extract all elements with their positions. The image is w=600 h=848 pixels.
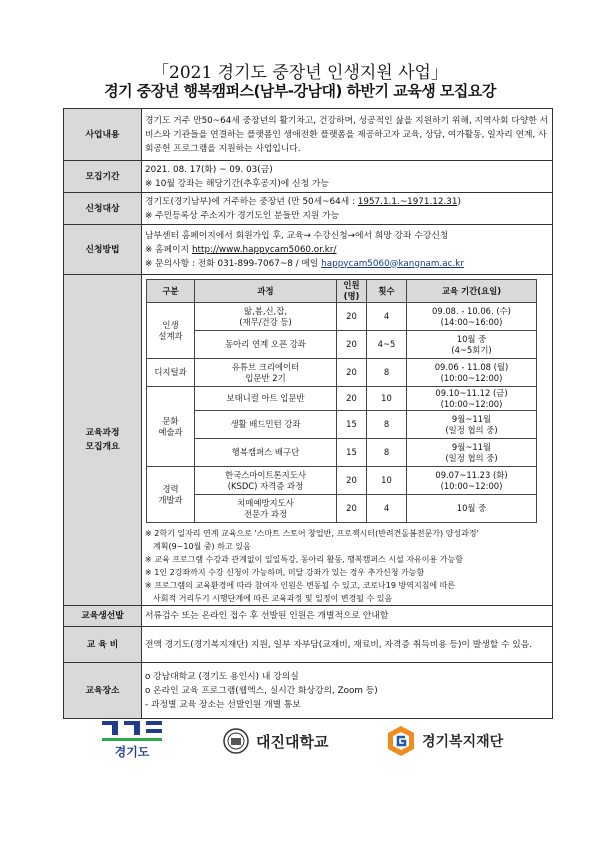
- row-venue: [64, 663, 553, 719]
- welfare-logo: [386, 725, 503, 757]
- row-business: [64, 109, 553, 161]
- course-sessions: 8: [367, 359, 407, 387]
- course-capacity: 20: [337, 359, 367, 387]
- course-period: 09.08. - 10.06. (수) (14:00~16:00): [407, 303, 537, 331]
- label-cost: 교 육 비: [64, 627, 142, 663]
- venue-line-2: o 온라인 교육 프로그램(웹엑스, 실시간 화상강의, Zoom 등): [145, 685, 378, 696]
- business-text: 경기도 거주 만50~64세 중장년의 활기차고, 건강하며, 성공적인 삶을 지원하기 위해, 지역사회 다양한 서비스와 기관들을 연결하는 플랫폼인 생애전환 플랫폼을 제공하고자 교육, 상담, 여가활동, 일자리 연계, 사회공헌 프로그램을 지원하는 사업입니다.: [142, 109, 553, 161]
- gyeonggi-logo: [100, 719, 164, 760]
- daejin-seal-icon: [222, 727, 250, 755]
- course-capacity: 20: [337, 387, 367, 411]
- label-method: 신청방법: [64, 225, 142, 275]
- period-cell: [142, 161, 553, 193]
- course-sessions: 4~5: [367, 331, 407, 359]
- course-capacity: 20: [337, 303, 367, 331]
- title-line-2: 경기 중장년 행복캠퍼스(남부-강남대) 하반기 교육생 모집요강: [104, 82, 496, 100]
- course-row: [147, 495, 537, 523]
- course-row: [147, 359, 537, 387]
- header-category: 구분: [147, 280, 195, 303]
- label-courses: 교육과정 모집개요: [64, 275, 142, 606]
- note-line: 사회적 거리두기 시행단계에 따른 교육과정 및 일정이 변경될 수 있음: [153, 594, 393, 603]
- course-header-row: [147, 280, 537, 303]
- course-row: [147, 387, 537, 411]
- course-period: 09.06 - 11.08 (월) (10:00~12:00): [407, 359, 537, 387]
- course-category: 디지털과: [147, 359, 195, 387]
- method-line-2: ※ 홈페이지 http://www.happycam5060.or.kr/: [145, 244, 337, 255]
- courses-cell: [142, 275, 553, 606]
- note-line: ※ 2학기 일자리 연계 교육으로 '스마트 스토어 창업반, 프로젝시터(반려견돌봄전문가) 양성과정': [145, 529, 479, 538]
- course-category: 경력 개발과: [147, 467, 195, 523]
- course-course: 생활 배드민턴 강좌: [195, 411, 337, 439]
- title-line-1: 「2021 경기도 중장년 인생지원 사업」: [152, 63, 448, 83]
- course-capacity: 15: [337, 439, 367, 467]
- welfare-logo-text: 경기복지재단: [422, 734, 504, 750]
- header-course: 과정: [195, 280, 337, 303]
- course-course: 앎,봄,신,잡, (재무/건강 등): [195, 303, 337, 331]
- course-notes: [142, 527, 552, 605]
- course-capacity: 20: [337, 331, 367, 359]
- daejin-logo: [222, 727, 328, 755]
- course-sessions: 10: [367, 387, 407, 411]
- welfare-hex-icon: [386, 725, 416, 757]
- course-course: 치매예방지도사 전문가 과정: [195, 495, 337, 523]
- gyeonggi-emblem-icon: [100, 719, 164, 743]
- venue-line-3: - 과정별 교육 장소는 선발인원 개별 통보: [145, 699, 301, 710]
- course-row: [147, 303, 537, 331]
- daejin-logo-text: 대진대학교: [256, 732, 329, 751]
- header-sessions: 횟수: [367, 280, 407, 303]
- course-capacity: 20: [337, 467, 367, 495]
- label-business: 사업내용: [64, 109, 142, 161]
- note-line: 계획(9~10월 중) 하고 있음: [153, 542, 251, 551]
- label-target: 신청대상: [64, 193, 142, 225]
- course-row: [147, 331, 537, 359]
- course-course: 보태니컬 아트 입문반: [195, 387, 337, 411]
- header-period: 교육 기간(요일): [407, 280, 537, 303]
- row-method: [64, 225, 553, 275]
- label-period: 모집기간: [64, 161, 142, 193]
- course-sessions: 4: [367, 495, 407, 523]
- course-row: [147, 467, 537, 495]
- note-line: ※ 프로그램의 교육환경에 따라 참여자 인원은 변동될 수 있고, 코로나19 방역지침에 따른: [145, 581, 456, 590]
- note-line: ※ 1인 2강좌까지 수강 신청이 가능하며, 미달 강좌가 있는 경우 추가신청 가능함: [145, 568, 425, 577]
- course-row: [147, 411, 537, 439]
- target-dates: 1957.1.1.~1971.12.31: [357, 196, 458, 207]
- cost-text: 전액 경기도(경기복지재단) 지원, 일부 자부담(교재비, 재료비, 자격증 취득비용 등)이 발생할 수 있음.: [142, 627, 553, 663]
- course-capacity: 15: [337, 411, 367, 439]
- course-period: 10월 중 (4~5회기): [407, 331, 537, 359]
- row-target: [64, 193, 553, 225]
- course-course: 동아리 연계 오픈 강좌: [195, 331, 337, 359]
- method-line-1: 남부센터 홈페이지에서 회원가입 후, 교육→ 수강신청→에서 희망 강좌 수강신청: [145, 230, 449, 241]
- method-line-3: ※ 문의사항 : 전화 031-899-7067~8 / 메일 happycam5060@kangnam.ac.kr: [145, 258, 465, 269]
- label-venue: 교육장소: [64, 663, 142, 719]
- recruitment-table: [63, 108, 553, 719]
- course-sessions: 4: [367, 303, 407, 331]
- course-period: 9월~11월 (일정 협의 중): [407, 411, 537, 439]
- course-period: 09.10~11.12 (금) (10:00~12:00): [407, 387, 537, 411]
- email-link[interactable]: happycam5060@kangnam.ac.kr: [321, 258, 465, 269]
- row-selection: [64, 606, 553, 627]
- course-category: 문화 예술과: [147, 387, 195, 467]
- venue-line-1: o 강남대학교 (경기도 용인시) 내 강의실: [145, 671, 299, 682]
- course-sessions: 8: [367, 411, 407, 439]
- target-note: ※ 주민등록상 주소지가 경기도인 분들만 지원 가능: [145, 210, 340, 221]
- period-dates: 2021. 08. 17(화) ~ 09. 03(금): [145, 164, 273, 175]
- course-sessions: 8: [367, 439, 407, 467]
- row-period: [64, 161, 553, 193]
- gyeonggi-logo-text: 경기도: [114, 745, 150, 759]
- note-line: ※ 교육 프로그램 수강과 관계없이 일일특강, 동아리 활동, 행복캠퍼스 시설 자유이용 가능함: [145, 555, 463, 564]
- label-selection: 교육생선발: [64, 606, 142, 627]
- target-line-1: 경기도(경기남부)에 거주하는 중장년 (만 50세~64세 : 1957.1.1.~1971.12.31): [145, 196, 461, 207]
- selection-text: 서류검수 또는 온라인 접수 후 선발된 인원은 개별적으로 안내함: [142, 606, 553, 627]
- method-cell: [142, 225, 553, 275]
- course-period: 10월 중: [407, 495, 537, 523]
- course-sessions: 10: [367, 467, 407, 495]
- course-course: 행복캠퍼스 배구단: [195, 439, 337, 467]
- row-courses: [64, 275, 553, 606]
- course-course: 유튜브 크리에이터 입문반 2기: [195, 359, 337, 387]
- header-capacity: 인원(명): [337, 280, 367, 303]
- course-period: 09.07~11.23 (화) (10:00~12:00): [407, 467, 537, 495]
- course-capacity: 20: [337, 495, 367, 523]
- logo-bar: [0, 715, 600, 775]
- course-table: [146, 279, 537, 523]
- venue-cell: [142, 663, 553, 719]
- course-course: 한국스마이트톤지도사 (KSDC) 자격증 과정: [195, 467, 337, 495]
- target-cell: [142, 193, 553, 225]
- course-row: [147, 439, 537, 467]
- course-category: 인생 설계과: [147, 303, 195, 359]
- row-cost: [64, 627, 553, 663]
- period-note: ※ 10월 강좌는 해당기간(추후공지)에 신청 가능: [145, 178, 329, 189]
- course-period: 9월~11월 (일정 협의 중): [407, 439, 537, 467]
- homepage-link[interactable]: http://www.happycam5060.or.kr/: [191, 244, 337, 255]
